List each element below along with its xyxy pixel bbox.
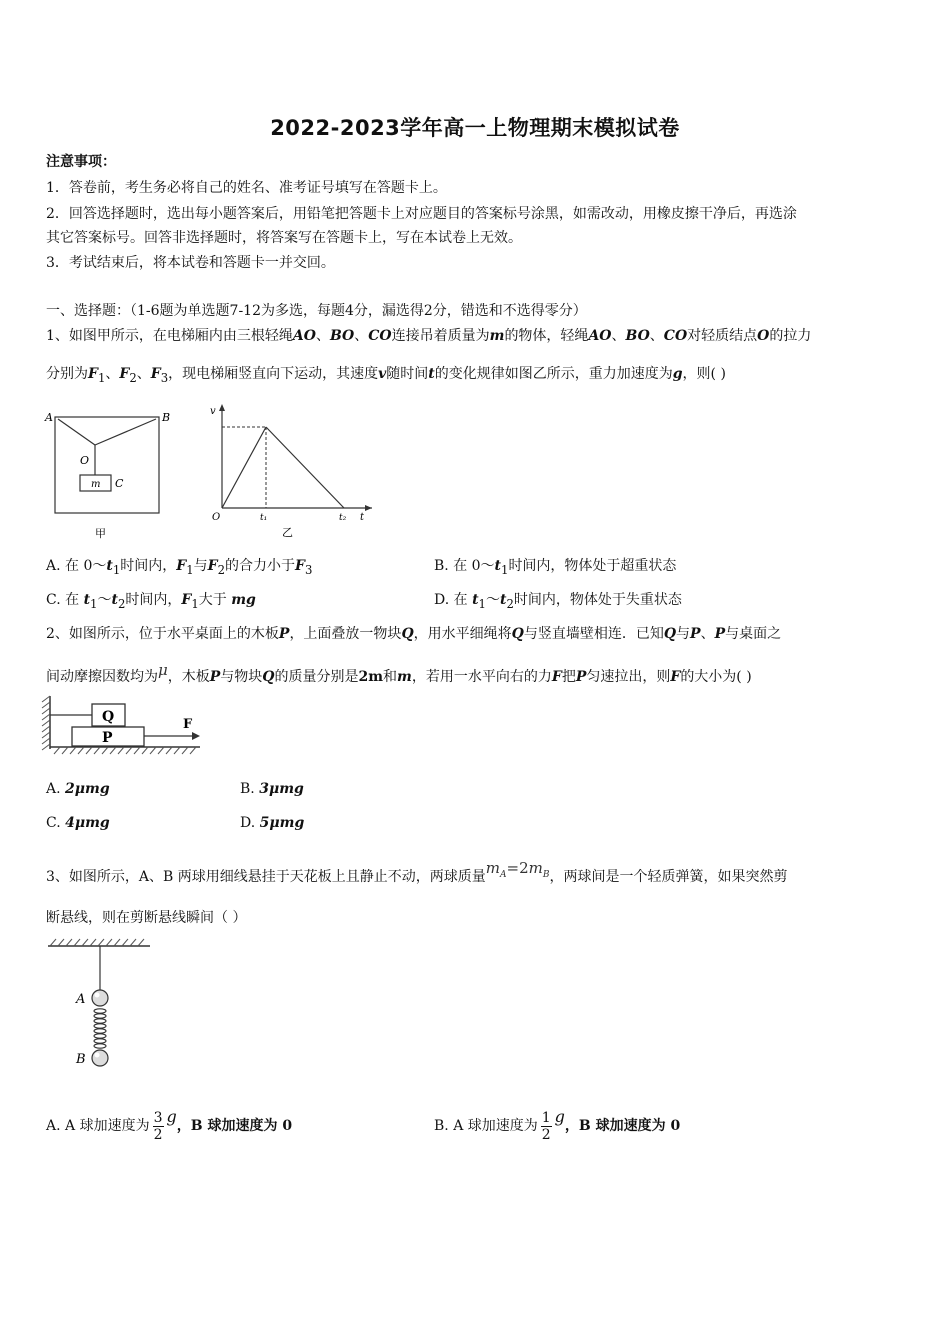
label-P: P bbox=[102, 730, 113, 746]
label-m: m bbox=[91, 479, 101, 490]
label-B: B bbox=[76, 1052, 86, 1067]
q1-option-c: C. 在 $t_1\sim t_2$时间内，$F_1$大于 mg bbox=[46, 592, 256, 611]
label-C: C bbox=[115, 477, 124, 490]
label-F: F bbox=[183, 717, 193, 732]
q1-figure-yi bbox=[200, 398, 380, 548]
axis-t: t bbox=[360, 512, 365, 523]
q1-stem-line1: 1、如图甲所示，在电梯厢内由三根轻绳AO、BO、CO连接吊着质量为m的物体，轻绳AO、BO、CO对轻质结点O的拉力 bbox=[46, 328, 812, 344]
q1-option-b: B. 在 $0\sim t_1$时间内，物体处于超重状态 bbox=[434, 558, 677, 577]
label-A: A bbox=[45, 411, 53, 424]
caption-jia: 甲 bbox=[95, 527, 106, 540]
label-A: A bbox=[76, 992, 86, 1007]
q1-figure-jia bbox=[40, 405, 180, 545]
q3-stem-line1: 3、如图所示，A、B 两球用细线悬挂于天花板上且静止不动，两球质量$m_A=2m_B$，两球间是一个轻质弹簧，如果突然剪 bbox=[46, 859, 788, 885]
axis-origin: O bbox=[212, 512, 221, 523]
notice-heading: 注意事项： bbox=[46, 154, 116, 170]
q2-option-d: D. 5μmg bbox=[240, 815, 305, 831]
q2-figure bbox=[40, 694, 210, 760]
label-Q: Q bbox=[102, 709, 115, 725]
q1-option-a: A. 在 $0\sim t_1$时间内，$F_1$与$F_2$的合力小于$F_3$ bbox=[46, 558, 313, 577]
q1-stem-line2: 分别为$F_1$、$F_2$、$F_3$，现电梯厢竖直向下运动，其速度v随时间t的变化规律如图乙所示，重力加速度为g，则( ) bbox=[46, 366, 726, 385]
tick-t2: t₂ bbox=[339, 513, 347, 523]
q3-option-a: A. A 球加速度为 $\frac{3}{2}$ g，B 球加速度为 0 bbox=[46, 1107, 293, 1143]
notice-item-2: 2．回答选择题时，选出每小题答案后，用铅笔把答题卡上对应题目的答案标号涂黑，如需改动，用橡皮擦干净后，再选涂 bbox=[46, 206, 797, 222]
q3-option-b: B. A 球加速度为 $\frac{1}{2}$ g，B 球加速度为 0 bbox=[434, 1107, 681, 1143]
label-B: B bbox=[162, 411, 171, 424]
label-O: O bbox=[80, 454, 90, 467]
notice-item-2-cont: 其它答案标号。回答非选择题时，将答案写在答题卡上，写在本试卷上无效。 bbox=[46, 230, 522, 246]
section-heading: 一、选择题：（1-6题为单选题7-12为多选，每题4分，漏选得2分，错选和不选得零分） bbox=[46, 303, 587, 319]
q2-option-a: A. 2μmg bbox=[46, 781, 110, 797]
q1-option-d: D. 在 $t_1\sim t_2$时间内，物体处于失重状态 bbox=[434, 592, 682, 611]
page-title: 2022-2023学年高一上物理期末模拟试卷 bbox=[270, 116, 680, 140]
notice-item-1: 1．答卷前，考生务必将自己的姓名、准考证号填写在答题卡上。 bbox=[46, 180, 447, 196]
notice-item-3: 3．考试结束后，将本试卷和答题卡一并交回。 bbox=[46, 255, 335, 271]
tick-t1: t₁ bbox=[260, 513, 268, 523]
q2-stem-line2: 间动摩擦因数均为μ，木板P与物块Q的质量分别是2m和m，若用一水平向右的力F把P匀速拉出，则F的大小为( ) bbox=[46, 661, 752, 685]
caption-yi: 乙 bbox=[282, 526, 293, 539]
axis-v: v bbox=[210, 406, 216, 417]
q2-stem-line1: 2、如图所示，位于水平桌面上的木板P，上面叠放一物块Q，用水平细绳将Q与竖直墙壁相连．已知Q与P、P与桌面之 bbox=[46, 626, 782, 642]
q3-figure bbox=[44, 936, 154, 1076]
q3-stem-line2: 断悬线，则在剪断悬线瞬间（ ） bbox=[46, 910, 247, 926]
q2-option-b: B. 3μmg bbox=[240, 781, 304, 797]
q2-option-c: C. 4μmg bbox=[46, 815, 110, 831]
